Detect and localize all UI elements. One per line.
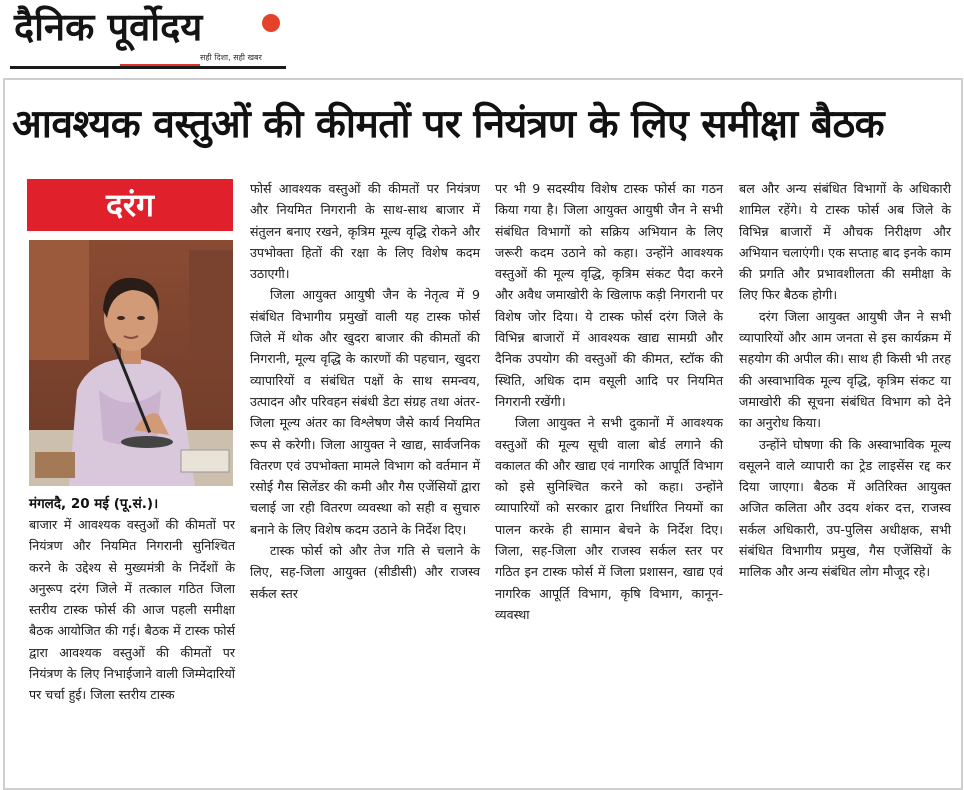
paragraph: दरंग जिला आयुक्त आयुषी जैन ने सभी व्यापारियों और आम जनता से इस कार्यक्रम में सहयोग की अपील की। साथ ही किसी भी तरह की अस्वाभाविक मूल्य वृद्धि, कृत्रिम संकट या जमाखोरी की सूचना संबंधित विभाग को देने का अनुरोध किया। <box>739 308 951 431</box>
paragraph: टास्क फोर्स को और तेज गति से चलाने के लिए, सह-जिला आयुक्त (सीडीसी) और राजस्व सर्कल स्तर <box>250 543 480 601</box>
newspaper-title: दैनिक पूर्वोदय <box>14 4 203 49</box>
masthead-accent-line <box>120 64 200 66</box>
masthead-logo-dot <box>262 14 280 32</box>
masthead-underline <box>10 66 286 69</box>
article-column-2 <box>250 178 480 604</box>
article-dateline: मंगलदै, 20 मई (पू.सं.)। <box>29 496 159 512</box>
paragraph: पर भी 9 सदस्यीय विशेष टास्क फोर्स का गठन किया गया है। जिला आयुक्त आयुषी जैन ने सभी संबंधित विभागों को सक्रिय अभियान के लिए जरूरी कदम उठाने को कहा। उन्होंने आवश्यक वस्तुओं की मूल्य वृद्धि, कृत्रिम संकट पैदा करने और अवैध जमाखोरी के खिलाफ कड़ी निगरानी पर विशेष जोर दिया। ये टास्क फोर्स दरंग जिले के विभिन्न बाजारों में आवश्यक खाद्य सामग्री और दैनिक उपयोग की वस्तुओं की कीमत, स्टॉक की स्थिति, अधिक दाम वसूली आदि पर नियमित निगरानी रखेंगी। <box>495 181 723 409</box>
place-label: दरंग <box>27 179 233 231</box>
newspaper-tagline: सही दिशा, सही खबर <box>200 53 262 62</box>
article-column-3 <box>495 178 723 625</box>
article-column-4 <box>739 178 951 583</box>
meeting-photo-illustration <box>29 240 233 486</box>
article-headline: आवश्यक वस्तुओं की कीमतों पर नियंत्रण के लिए समीक्षा बैठक <box>12 101 885 147</box>
paragraph: जिला आयुक्त आयुषी जैन के नेतृत्व में 9 संबंधित विभागीय प्रमुखों वाली यह टास्क फोर्स जिले में थोक और खुदरा बाजार की कीमतों की निगरानी, मूल्य वृद्धि के कारणों की पहचान, खुदरा व्यापारियों व संबंधित पक्षों के साथ समन्वय, उत्पादन और परिवहन संबंधी डेटा संग्रह तथा अंतर-जिला मूल्य अंतर का विश्लेषण जैसे कार्य नियमित रूप से करेगी। जिला आयुक्त ने खाद्य, सार्वजनिक वितरण एवं उपभोक्ता मामले विभाग को वर्तमान में रसोई गैस सिलेंडर की कमी और गैस एजेंसियों द्वारा चलाई जा रही वितरण व्यवस्था को सही व सुचारु बनाने के लिए विशेष कदम उठाने के निर्देश दिए। <box>250 287 480 537</box>
paragraph: जिला आयुक्त ने सभी दुकानों में आवश्यक वस्तुओं की मूल्य सूची वाला बोर्ड लगाने की वकालत की और खाद्य एवं नागरिक आपूर्ति विभाग को इसे सुनिश्चित करने को कहा। उन्होंने व्यापारियों को सरकार द्वारा निर्धारित नियमों का पालन करके ही सामान बेचने के निर्देश दिए। जिला, सह-जिला और राजस्व सर्कल स्तर पर गठित इन टास्क फोर्स में जिला प्रशासन, खाद्य एवं नागरिक आपूर्ति विभाग, कृषि विभाग, कानून-व्यवस्था <box>495 415 723 622</box>
paragraph: उन्होंने घोषणा की कि अस्वाभाविक मूल्य वसूलने वाले व्यापारी का ट्रेड लाइसेंस रद्द कर दिया जाएगा। बैठक में अतिरिक्त आयुक्त अजित कलिता और उदय शंकर दत्त, राजस्व सर्कल अधिकारी, उप-पुलिस अधीक्षक, सभी संबंधित विभागीय प्रमुख, गैस एजेंसियों के मालिक और अन्य संबंधित लोग मौजूद रहे। <box>739 436 951 580</box>
paragraph: फोर्स आवश्यक वस्तुओं की कीमतों पर नियंत्रण और नियमित निगरानी के साथ-साथ बाजार में संतुलन बनाए रखने, कृत्रिम मूल्य वृद्धि रोकने और उपभोक्ता हितों की रक्षा के लिए विशेष कदम उठाएगी। <box>250 181 480 282</box>
paragraph: बाजार में आवश्यक वस्तुओं की कीमतों पर नियंत्रण और नियमित निगरानी सुनिश्चित करने के उद्देश्य से मुख्यमंत्री के निर्देशों के अनुरूप दरंग जिले में तत्काल गठित जिला स्तरीय टास्क फोर्स की आज पहली समीक्षा बैठक आयोजित की गई। बैठक में टास्क फोर्स द्वारा आवश्यक वस्तुओं की कीमतों पर नियंत्रण के लिए निभाईजाने वाली जिम्मेदारियों पर चर्चा हुई। जिला स्तरीय टास्क <box>29 517 235 703</box>
news-photo <box>29 240 233 486</box>
paragraph: बल और अन्य संबंधित विभागों के अधिकारी शामिल रहेंगे। ये टास्क फोर्स अब जिले के विभिन्न बाजारों में औचक निरीक्षण और अभियान चलाएंगी। एक सप्ताह बाद इनके काम की प्रगति और प्रभावशीलता की समीक्षा के लिए फिर बैठक होगी। <box>739 181 951 303</box>
masthead <box>0 0 964 78</box>
article-column-1 <box>29 514 235 706</box>
